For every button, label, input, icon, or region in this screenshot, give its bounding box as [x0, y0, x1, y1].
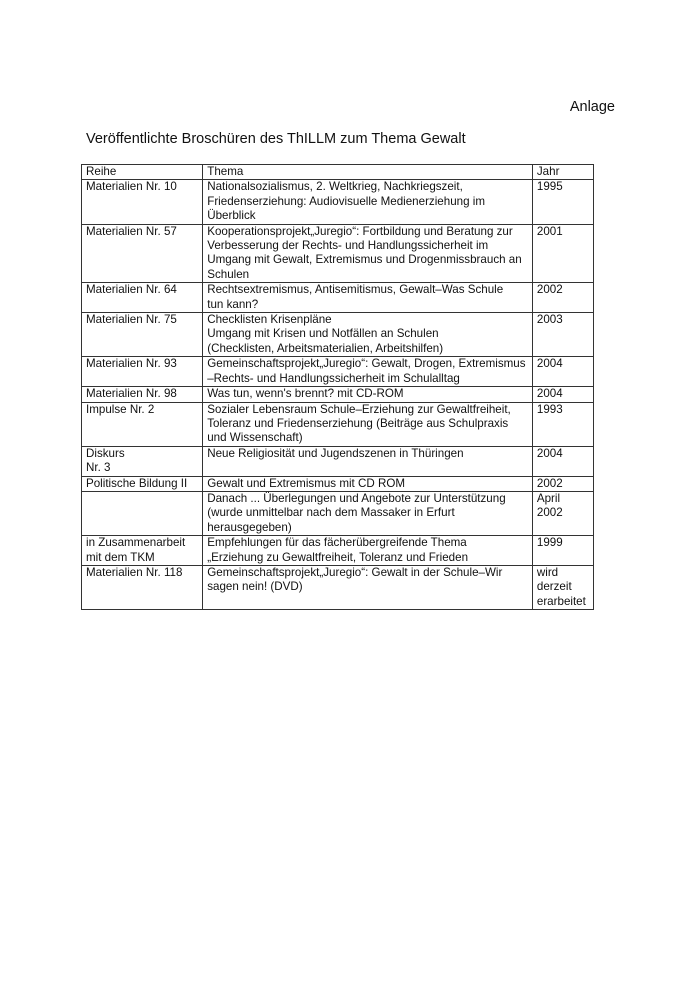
- annex-label: Anlage: [569, 99, 615, 115]
- header-jahr: Jahr: [532, 165, 593, 180]
- cell-jahr: 2003: [532, 313, 593, 357]
- cell-jahr: 1995: [532, 180, 593, 224]
- table-row: [82, 536, 594, 566]
- header-reihe: Reihe: [82, 165, 203, 180]
- cell-jahr: 2002: [532, 283, 593, 313]
- table-row: [82, 565, 594, 609]
- cell-jahr: 1993: [532, 402, 593, 446]
- cell-reihe: in Zusammenarbeit mit dem TKM: [82, 536, 203, 566]
- cell-reihe: Materialien Nr. 10: [82, 180, 203, 224]
- table-row: [82, 491, 594, 535]
- cell-thema: Danach ... Überlegungen und Angebote zur Unterstützung (wurde unmittelbar nach dem Massaker in Erfurt herausgegeben): [203, 491, 533, 535]
- table-row: [82, 180, 594, 224]
- cell-jahr: 2002: [532, 476, 593, 491]
- cell-reihe: Materialien Nr. 118: [82, 565, 203, 609]
- document-title: Veröffentlichte Broschüren des ThILLM zum Thema Gewalt: [86, 131, 466, 147]
- cell-reihe: Materialien Nr. 93: [82, 357, 203, 387]
- cell-jahr: 2004: [532, 446, 593, 476]
- cell-thema: Gewalt und Extremismus mit CD ROM: [203, 476, 533, 491]
- cell-jahr: April 2002: [532, 491, 593, 535]
- cell-jahr: wird derzeit erarbeitet: [532, 565, 593, 609]
- cell-thema: Neue Religiosität und Jugendszenen in Thüringen: [203, 446, 533, 476]
- table-row: [82, 402, 594, 446]
- cell-reihe: Politische Bildung II: [82, 476, 203, 491]
- table-row: [82, 224, 594, 283]
- cell-thema: Was tun, wenn's brennt? mit CD-ROM: [203, 387, 533, 402]
- table-row: [82, 357, 594, 387]
- cell-reihe: Materialien Nr. 98: [82, 387, 203, 402]
- cell-reihe: Impulse Nr. 2: [82, 402, 203, 446]
- cell-reihe: Diskurs Nr. 3: [82, 446, 203, 476]
- table-row: [82, 387, 594, 402]
- cell-reihe: Materialien Nr. 75: [82, 313, 203, 357]
- cell-jahr: 2004: [532, 357, 593, 387]
- cell-reihe: [82, 491, 203, 535]
- cell-reihe: Materialien Nr. 64: [82, 283, 203, 313]
- cell-thema: Sozialer Lebensraum Schule–Erziehung zur Gewaltfreiheit, Toleranz und Friedenserziehung (Beiträge aus Schulpraxis und Wissenschaft): [203, 402, 533, 446]
- cell-thema: Nationalsozialismus, 2. Weltkrieg, Nachkriegszeit, Friedenserziehung: Audiovisuelle Medienerziehung im Überblick: [203, 180, 533, 224]
- cell-jahr: 2001: [532, 224, 593, 283]
- table-header-row: [82, 165, 594, 180]
- table-row: [82, 313, 594, 357]
- cell-jahr: 2004: [532, 387, 593, 402]
- cell-reihe: Materialien Nr. 57: [82, 224, 203, 283]
- cell-thema: Gemeinschaftsprojekt„Juregio“: Gewalt, Drogen, Extremismus –Rechts- und Handlungssicherheit im Schulalltag: [203, 357, 533, 387]
- cell-thema: Empfehlungen für das fächerübergreifende Thema „Erziehung zu Gewaltfreiheit, Toleranz und Frieden: [203, 536, 533, 566]
- cell-jahr: 1999: [532, 536, 593, 566]
- cell-thema: Rechtsextremismus, Antisemitismus, Gewalt–Was Schule tun kann?: [203, 283, 533, 313]
- cell-thema: Kooperationsprojekt„Juregio“: Fortbildung und Beratung zur Verbesserung der Rechts- und Handlungssicherheit im Umgang mit Gewalt, Extremismus und Drogenmissbrauch an Schulen: [203, 224, 533, 283]
- cell-thema: Checklisten Krisenpläne Umgang mit Krisen und Notfällen an Schulen (Checklisten, Arbeitsmaterialien, Arbeitshilfen): [203, 313, 533, 357]
- header-thema: Thema: [203, 165, 533, 180]
- table-row: [82, 446, 594, 476]
- cell-thema: Gemeinschaftsprojekt„Juregio“: Gewalt in der Schule–Wir sagen nein! (DVD): [203, 565, 533, 609]
- table-row: [82, 283, 594, 313]
- table-row: [82, 476, 594, 491]
- brochure-table: [81, 164, 594, 610]
